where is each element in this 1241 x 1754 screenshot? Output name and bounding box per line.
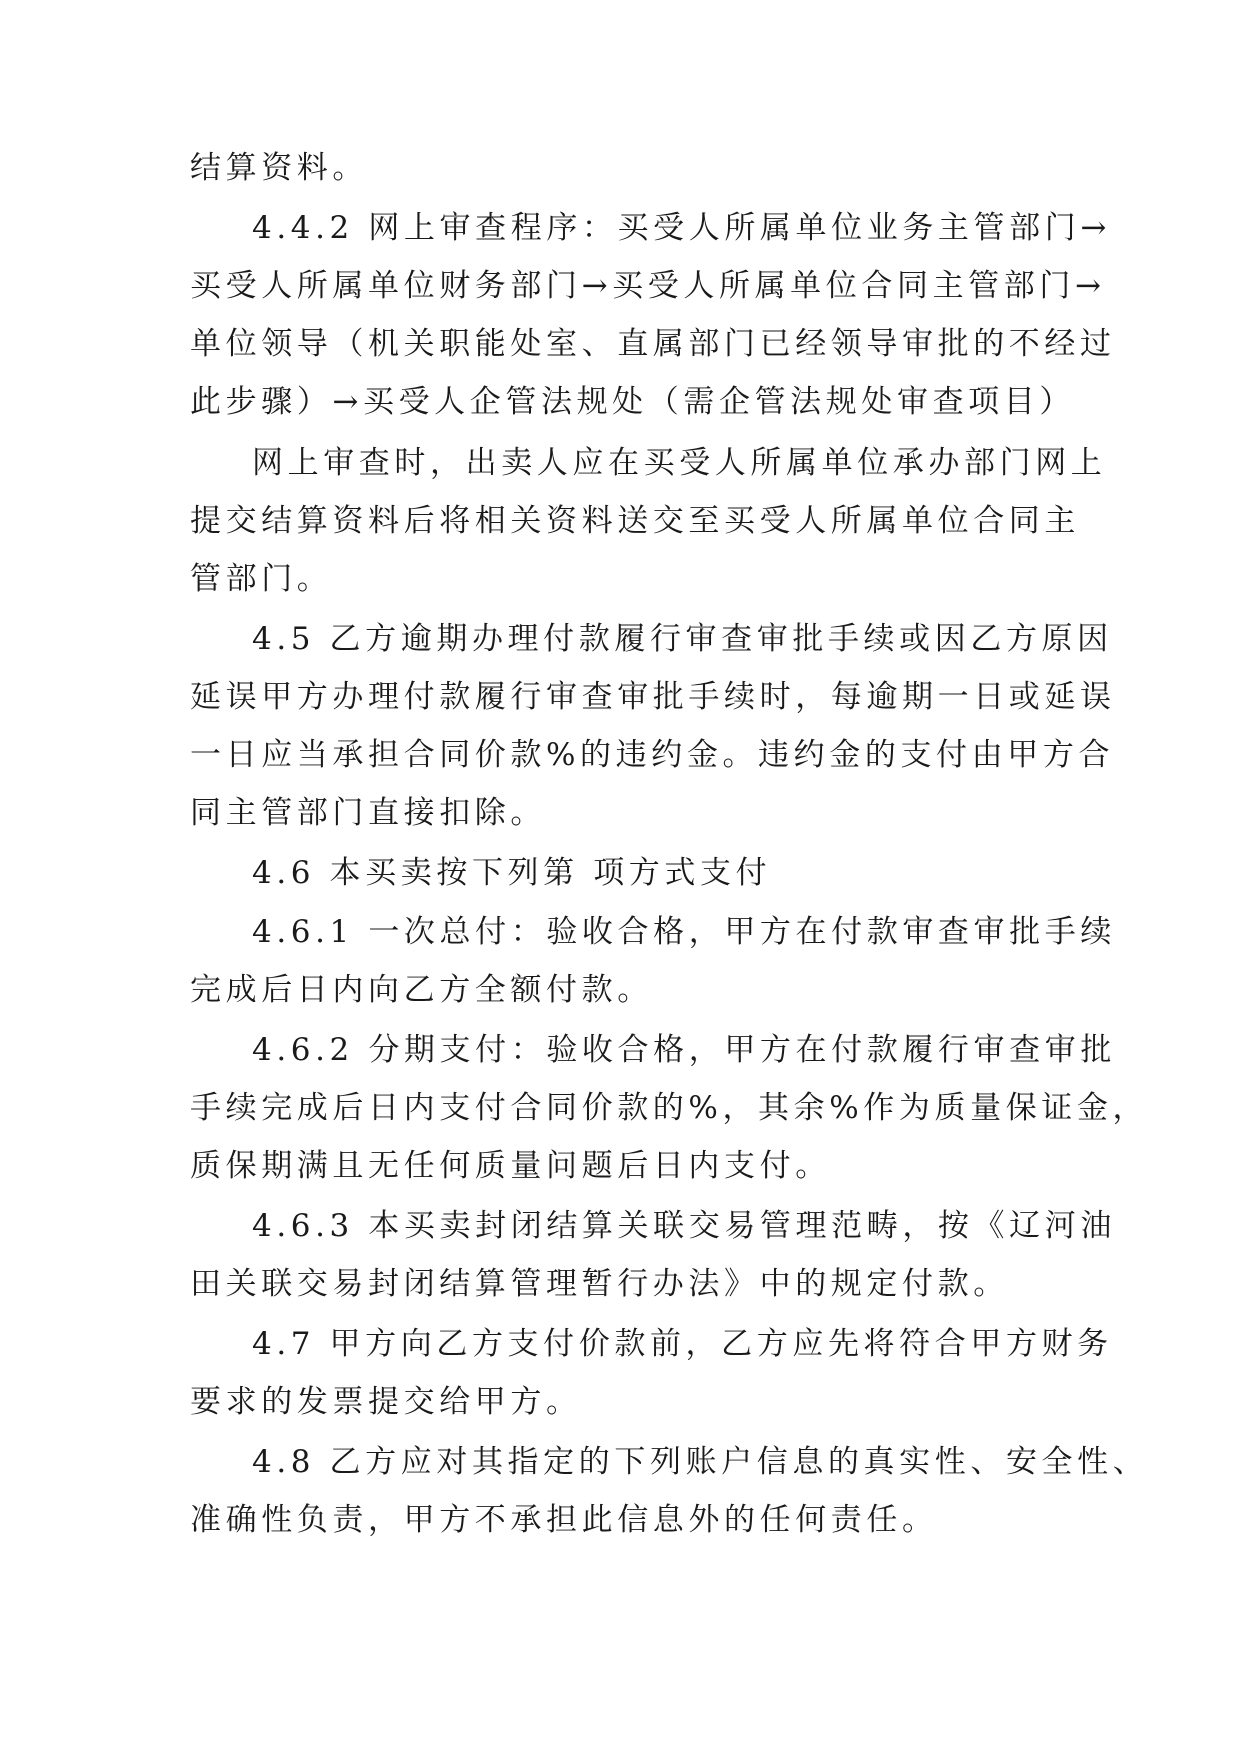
text-line: 4.4.2 网上审查程序：买受人所属单位业务主管部门→ [252, 210, 1111, 246]
text-line: 延误甲方办理付款履行审查审批手续时，每逾期一日或延误 [190, 679, 1116, 715]
text-line: 提交结算资料后将相关资料送交至买受人所属单位合同主 [190, 503, 1080, 539]
text-line: 要求的发票提交给甲方。 [190, 1384, 582, 1420]
text-line: 准确性负责，甲方不承担此信息外的任何责任。 [190, 1502, 938, 1538]
text-line: 此步骤）→买受人企管法规处（需企管法规处审查项目） [190, 384, 1075, 420]
text-line: 4.6.2 分期支付：验收合格，甲方在付款履行审查审批 [252, 1032, 1116, 1068]
text-line: 结算资料。 [190, 150, 368, 186]
text-line: 4.6 本买卖按下列第 项方式支付 [252, 855, 772, 891]
text-line: 完成后日内向乙方全额付款。 [190, 972, 653, 1008]
text-line: 网上审查时，出卖人应在买受人所属单位承办部门网上 [252, 445, 1107, 481]
text-line: 单位领导（机关职能处室、直属部门已经领导审批的不经过 [190, 326, 1116, 362]
text-line: 手续完成后日内支付合同价款的%，其余%作为质量保证金， [190, 1090, 1149, 1126]
text-line: 4.8 乙方应对其指定的下列账户信息的真实性、安全性、 [252, 1444, 1149, 1480]
text-line: 4.7 甲方向乙方支付价款前，乙方应先将符合甲方财务 [252, 1326, 1113, 1362]
text-line: 同主管部门直接扣除。 [190, 795, 546, 831]
text-line: 质保期满且无任何质量问题后日内支付。 [190, 1148, 831, 1184]
text-line: 4.6.3 本买卖封闭结算关联交易管理范畴，按《辽河油 [252, 1208, 1116, 1244]
text-line: 一日应当承担合同价款%的违约金。违约金的支付由甲方合 [190, 737, 1115, 773]
text-line: 管部门。 [190, 561, 333, 597]
text-line: 4.6.1 一次总付：验收合格，甲方在付款审查审批手续 [252, 914, 1116, 950]
text-line: 田关联交易封闭结算管理暂行办法》中的规定付款。 [190, 1266, 1009, 1302]
text-line: 买受人所属单位财务部门→买受人所属单位合同主管部门→ [190, 268, 1106, 304]
text-line: 4.5 乙方逾期办理付款履行审查审批手续或因乙方原因 [252, 621, 1113, 657]
